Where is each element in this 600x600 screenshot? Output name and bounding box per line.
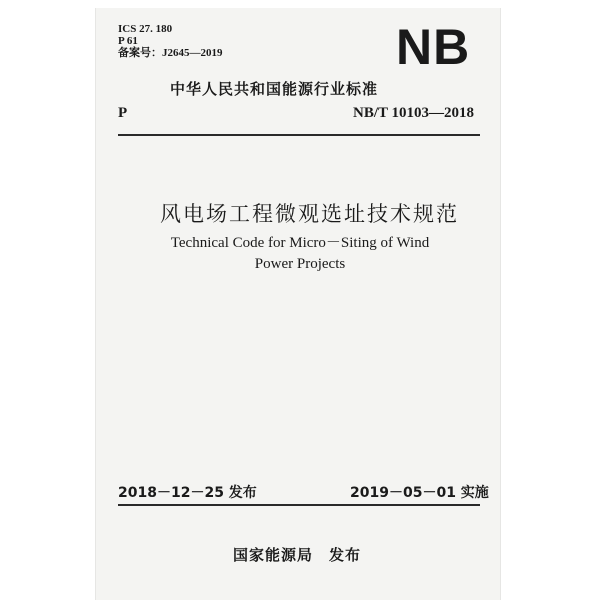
footer-divider (118, 504, 480, 506)
classification-code: P 61 (118, 35, 138, 47)
standard-number: NB/T 10103—2018 (353, 105, 474, 121)
effective-date: 2019－05－01 实施 (350, 485, 489, 501)
release-date: 2018－12－25 发布 (118, 485, 257, 501)
title-english (150, 233, 450, 275)
category-letter: P (118, 105, 128, 121)
title-english-line-1: Technical Code for Micro－Siting of Wind (170, 235, 430, 251)
ics-code: ICS 27. 180 (118, 23, 173, 35)
issuer: 国家能源局 发布 (233, 546, 362, 564)
record-number: 备案号：J2645—2019 (118, 47, 223, 59)
standard-organization: 中华人民共和国能源行业标准 (170, 80, 379, 98)
title-english-line-2: Power Projects (254, 256, 346, 272)
header-divider (118, 134, 480, 136)
title-chinese: 风电场工程微观选址技术规范 (160, 202, 459, 226)
nb-logo: NB (396, 19, 471, 75)
